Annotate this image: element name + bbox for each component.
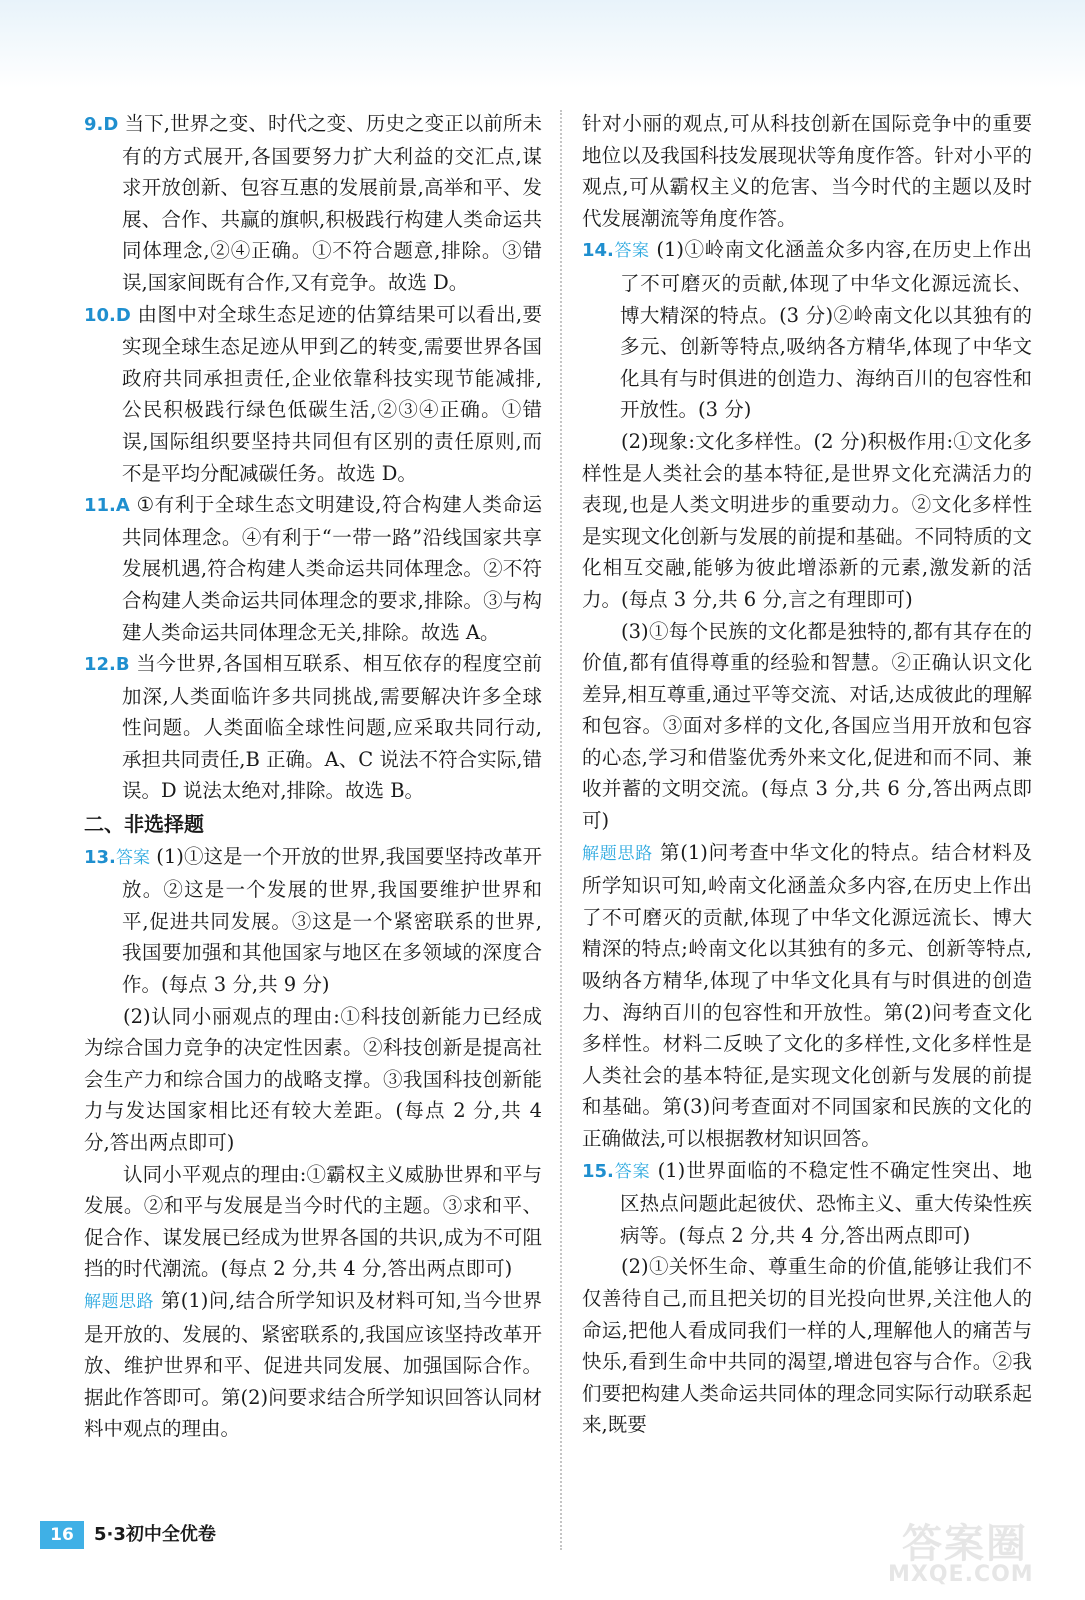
answer-text: ①有利于全球生态文明建设,符合构建人类命运共同体理念。④有利于“一带一路”沿线国家共享发展机遇,符合构建人类命运共同体理念。②不符合构建人类命运共同体理念的要求,排除。③与构建人类命运共同体理念无关,排除。故选 A。 [122, 493, 542, 644]
answer-text: (1)①岭南文化涵盖众多内容,在历史上作出了不可磨灭的贡献,体现了中华文化源远流长、博大精深的特点。(3 分)②岭南文化以其独有的多元、创新等特点,吸纳各方精华,体现了中华文化具有与时俱进的创造力、海纳百川的包容性和开放性。(3 分) [620, 238, 1033, 422]
question-number: 11.A [84, 495, 130, 517]
question-number: 14. [582, 240, 614, 262]
answer-10 [84, 299, 542, 490]
section-heading: 二、非选择题 [84, 812, 204, 837]
answer-9 [84, 108, 542, 299]
right-column [582, 108, 1032, 1441]
answer-tag: 答案 [613, 241, 650, 262]
watermark-text: 答案圈 [902, 1521, 1028, 1567]
answer-text: (1)①这是一个开放的世界,我国要坚持改革开放。②这是一个发展的世界,我国要维护世界和平,促进共同发展。③这是一个紧密联系的世界,我国要加强和其他国家与地区在多领域的深度合作。(每点 3 分,共 9 分) [122, 844, 542, 997]
answer-13-analysis-continued: 针对小丽的观点,可从科技创新在国际竞争中的重要地位以及我国科技发展现状等角度作答。针对小平的观点,可从霸权主义的危害、当今时代的主题以及时代发展潮流等角度作答。 [582, 112, 1032, 230]
answer-15-part1 [582, 1155, 1032, 1252]
answer-text: (1)世界面临的不稳定性不确定性突出、地区热点问题此起彼伏、恐怖主义、重大传染性疾病等。(每点 2 分,共 4 分,答出两点即可) [620, 1158, 1032, 1247]
answer-14-part2: (2)现象:文化多样性。(2 分)积极作用:①文化多样性是人类社会的基本特征,是世界文化充满活力的表现,也是人类文明进步的重要动力。②文化多样性是实现文化创新与发展的前提和基础。不同特质的文化相互交融,能够为彼此增添新的元素,激发新的活力。(每点 3 分,共 6 分,言之有理即可) [582, 429, 1032, 611]
answer-tag: 答案 [115, 847, 151, 868]
watermark-url: MXQE.COM [888, 1562, 1034, 1587]
answer-14-analysis [582, 837, 1032, 1155]
answer-tag: 答案 [613, 1161, 651, 1182]
question-number: 10.D [84, 304, 131, 326]
page-number: 16 [40, 1521, 84, 1549]
answer-13-part1 [84, 841, 542, 1001]
analysis-tag: 解题思路 [582, 843, 654, 864]
answer-text: 当下,世界之变、时代之变、历史之变正以前所未有的方式展开,各国要努力扩大利益的交汇点,谋求开放创新、包容互惠的发展前景,高举和平、发展、合作、共赢的旗帜,积极践行构建人类命运共同体理念,②④正确。①不符合题意,排除。③错误,国家间既有合作,又有竞争。故选 D。 [122, 112, 542, 294]
book-title: 5·3初中全优卷 [94, 1524, 216, 1545]
column-divider [560, 110, 562, 1550]
question-number: 9.D [84, 114, 119, 135]
question-number: 12.B [84, 654, 130, 676]
answer-13-part2: (2)认同小丽观点的理由:①科技创新能力已经成为综合国力竞争的决定性因素。②科技创新是提高社会生产力和综合国力的战略支撑。③我国科技创新能力与发达国家相比还有较大差距。(每点 2 分,共 4 分,答出两点即可) [84, 1004, 542, 1154]
answer-11 [84, 489, 542, 648]
left-column [84, 108, 542, 1445]
answer-14-part1 [582, 234, 1032, 426]
analysis-text: 第(1)问考查中华文化的特点。结合材料及所学知识可知,岭南文化涵盖众多内容,在历史上作出了不可磨灭的贡献,体现了中华文化源远流长、博大精深的特点;岭南文化以其独有的多元、创新等特点,吸纳各方精华,体现了中华文化具有与时俱进的创造力、海纳百川的包容性和开放性。第(2)问考查文化多样性。材料二反映了文化的多样性,文化多样性是人类社会的基本特征,是实现文化创新与发展的前提和基础。第(3)问考查面对不同国家和民族的文化的正确做法,可以根据教材知识回答。 [582, 840, 1033, 1150]
answer-13-part3: 认同小平观点的理由:①霸权主义威胁世界和平与发展。②和平与发展是当今时代的主题。③求和平、促合作、谋发展已经成为世界各国的共识,成为不可阻挡的时代潮流。(每点 2 分,共 4 分,答出两点即可) [84, 1162, 542, 1281]
question-number: 13. [84, 846, 116, 868]
answer-text: 由图中对全球生态足迹的估算结果可以看出,要实现全球生态足迹从甲到乙的转变,需要世界各国政府共同承担责任,企业依靠科技实现节能减排,公民积极践行绿色低碳生活,②③④正确。①错误,国际组织要坚持共同但有区别的责任原则,而不是平均分配减碳任务。故选 D。 [122, 302, 543, 485]
question-number: 15. [582, 1160, 614, 1182]
answer-13-analysis [84, 1285, 542, 1445]
analysis-tag: 解题思路 [84, 1291, 155, 1312]
analysis-text: 第(1)问,结合所学知识及材料可知,当今世界是开放的、发展的、紧密联系的,我国应该坚持改革开放、维护世界和平、促进共同发展、加强国际合作。据此作答即可。第(2)问要求结合所学知识回答认同材料中观点的理由。 [84, 1288, 542, 1441]
watermark-logo [880, 1510, 1070, 1590]
answer-15-part2: (2)①关怀生命、尊重生命的价值,能够让我们不仅善待自己,而且把关切的目光投向世界,关注他人的命运,把他人看成同我们一样的人,理解他人的痛苦与快乐,看到生命中共同的渴望,增进包容与合作。②我们要把构建人类命运共同体的理念同实际行动联系起来,既要 [582, 1255, 1032, 1437]
page-footer [0, 1515, 300, 1555]
answer-12 [84, 648, 542, 807]
header-band [0, 0, 1085, 88]
answer-text: 当今世界,各国相互联系、相互依存的程度空前加深,人类面临许多共同挑战,需要解决许多全球性问题。人类面临全球性问题,应采取共同行动,承担共同责任,B 正确。A、C 说法不符合实际,错误。D 说法太绝对,排除。故选 B。 [122, 652, 543, 803]
answer-14-part3: (3)①每个民族的文化都是独特的,都有其存在的价值,都有值得尊重的经验和智慧。②正确认识文化差异,相互尊重,通过平等交流、对话,达成彼此的理解和包容。③面对多样的文化,各国应当用开放和包容的心态,学习和借鉴优秀外来文化,促进和而不同、兼收并蓄的文明交流。(每点 3 分,共 6 分,答出两点即可) [582, 619, 1032, 833]
